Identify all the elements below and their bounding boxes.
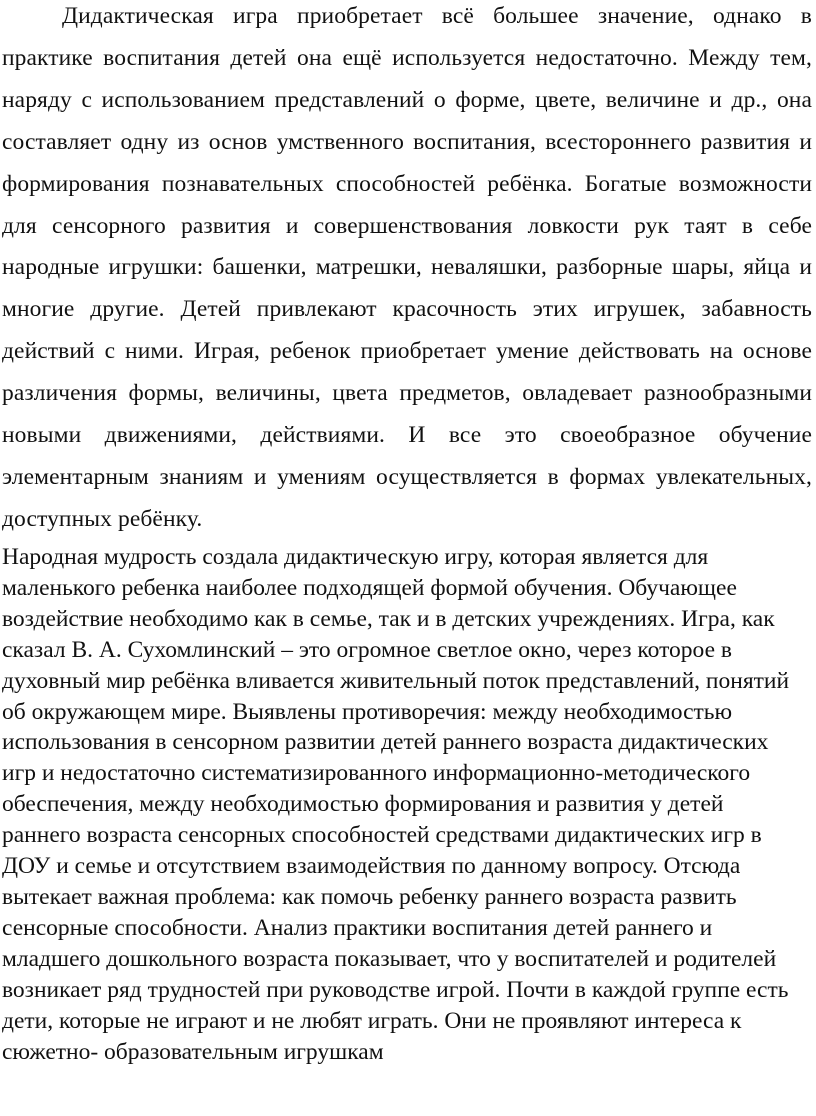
paragraph-folk-wisdom: Народная мудрость создала дидактическую игру, которая является для маленького ребенка наиболее подходящей формой обучения. Обучающее воздействие необходимо как в семье, так и в детских учреждениях. Игра, как сказал В. А. Сухомлинский – это огромное светлое окно, через которое в духовный мир ребёнка вливается живительный поток представлений, понятий об окружающем мире. Выявлены противоречия: между необходимостью использования в сенсорном развитии детей раннего возраста дидактических игр и недостаточно систематизированного информационно-методического обеспечения, между необходимостью формирования и развития у детей раннего возраста сенсорных способностей средствами дидактических игр в ДОУ и семье и отсутствием взаимодействия по данному вопросу. Отсюда вытекает важная проблема: как помочь ребенку раннего возраста развить сенсорные способности. Анализ практики воспитания детей раннего и младшего дошкольного возраста показывает, что у воспитателей и родителей возникает ряд трудностей при руководстве игрой. Почти в каждой группе есть дети, которые не играют и не любят играть. Они не проявляют интереса к сюжетно- образовательным игрушкам: [2, 544, 790, 1065]
paragraph-didactic-game: Дидактическая игра приобретает всё большее значение, однако в практике воспитания детей она ещё используется недостаточно. Между тем, наряду с использованием представлений о форме, цвете, величине и др., она составляет одну из основ умственного воспитания, всестороннего развития и формирования познавательных способностей ребёнка. Богатые возможности для сенсорного развития и совершенствования ловкости рук таят в себе народные игрушки: башенки, матрешки, неваляшки, разборные шары, яйца и многие другие. Детей привлекают красочность этих игрушек, забавность действий с ними. Играя, ребенок приобретает умение действовать на основе различения формы, величины, цвета предметов, овладевает разнообразными новыми движениями, действиями. И все это своеобразное обучение элементарным знаниям и умениям осуществляется в формах увлекательных, доступных ребёнку.: [2, 3, 812, 532]
